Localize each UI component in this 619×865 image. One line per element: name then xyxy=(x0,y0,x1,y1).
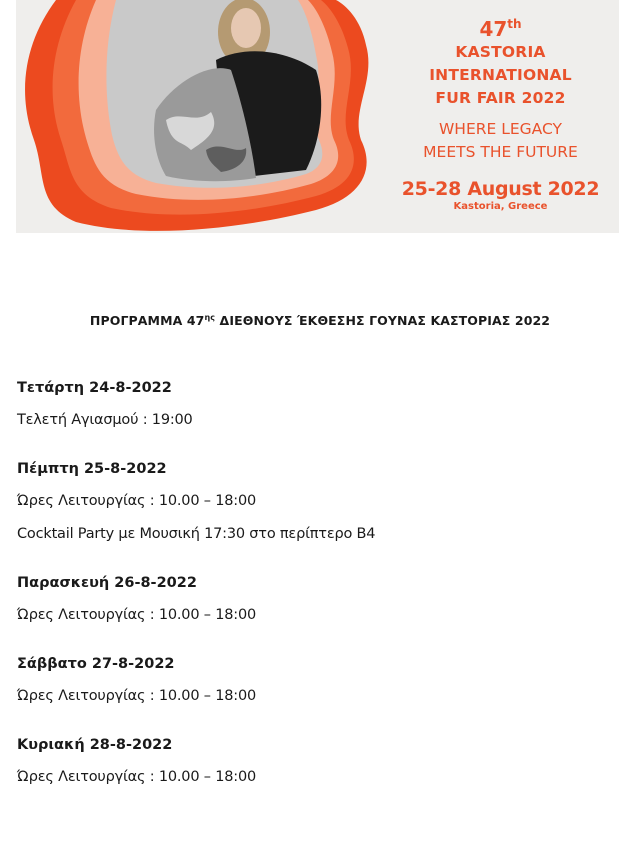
fair-name-line3: FUR FAIR 2022 xyxy=(435,89,566,107)
day-heading: Σάββατο 27-8-2022 xyxy=(17,656,175,672)
fair-location: Kastoria, Greece xyxy=(453,201,548,212)
day-heading: Πέμπτη 25-8-2022 xyxy=(17,461,167,477)
program-title-part1: ΠΡΟΓΡΑΜΜΑ 47 xyxy=(89,313,205,328)
event-item: Τελετή Αγιασμού : 19:00 xyxy=(17,412,193,428)
schedule-day xyxy=(17,378,607,430)
model-face xyxy=(231,8,261,48)
day-heading: Τετάρτη 24-8-2022 xyxy=(17,380,172,396)
schedule-list xyxy=(17,378,607,816)
slogan-line2: MEETS THE FUTURE xyxy=(423,143,578,161)
event-item: Ώρες Λειτουργίας : 10.00 – 18:00 xyxy=(17,607,257,623)
slogan-line1: WHERE LEGACY xyxy=(438,120,563,138)
edition-number: 47 xyxy=(479,17,508,41)
program-title-part2: ΔΙΕΘΝΟΥΣ ΈΚΘΕΣΗΣ ΓΟΥΝΑΣ ΚΑΣΤΟΡΙΑΣ 2022 xyxy=(215,313,551,328)
event-item: Ώρες Λειτουργίας : 10.00 – 18:00 xyxy=(17,688,257,704)
schedule-day xyxy=(17,654,607,706)
schedule-day xyxy=(17,735,607,787)
event-item: Ώρες Λειτουργίας : 10.00 – 18:00 xyxy=(17,493,257,509)
event-item: Ώρες Λειτουργίας : 10.00 – 18:00 xyxy=(17,769,257,785)
day-heading: Κυριακή 28-8-2022 xyxy=(17,737,173,753)
fair-dates: 25-28 August 2022 xyxy=(401,178,600,200)
fair-name-line2: INTERNATIONAL xyxy=(429,66,572,84)
edition-label xyxy=(388,12,613,41)
program-title-sup: ης xyxy=(204,313,216,322)
event-item: Cocktail Party με Μουσική 17:30 στο περίπτερο Β4 xyxy=(17,526,376,542)
schedule-day xyxy=(17,573,607,625)
program-title xyxy=(0,313,619,328)
schedule-day xyxy=(17,459,607,544)
day-heading: Παρασκευή 26-8-2022 xyxy=(17,575,197,591)
edition-suffix: th xyxy=(507,17,522,31)
fair-name-line1: KASTORIA xyxy=(455,43,546,61)
fair-banner xyxy=(16,0,619,233)
banner-text-block xyxy=(388,8,613,213)
